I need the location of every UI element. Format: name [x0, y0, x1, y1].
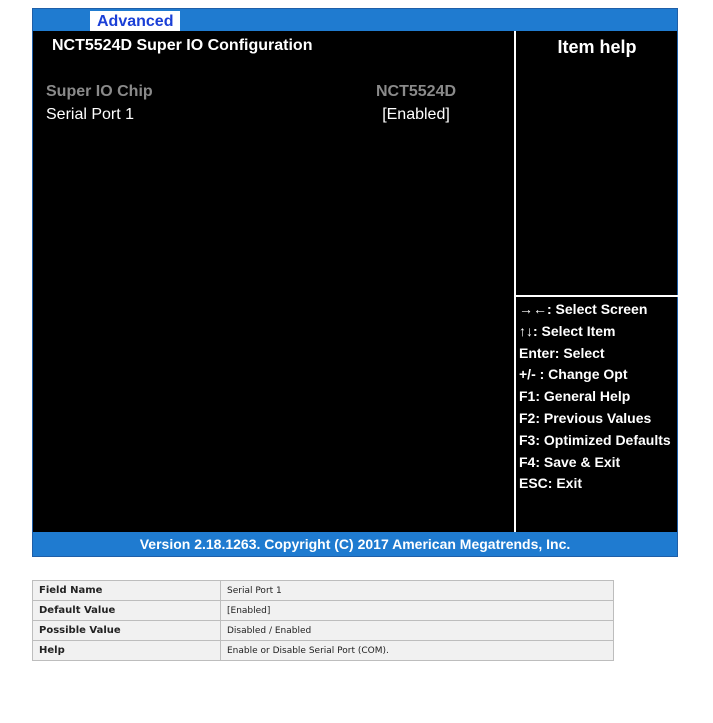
key-hint-enter: Enter: Select: [519, 344, 605, 361]
top-menu-bar: [33, 9, 677, 31]
key-hint-general-help: F1: General Help: [519, 388, 631, 405]
field-value: [Enabled]: [221, 601, 614, 621]
table-row: [33, 641, 614, 661]
setting-row-super-io-chip: [46, 83, 506, 105]
field-key: Help: [33, 641, 221, 661]
key-hint-optimized-defaults: F3: Optimized Defaults: [519, 431, 671, 448]
panel-divider: [514, 31, 516, 533]
key-hint-previous-values: F2: Previous Values: [519, 409, 652, 426]
key-hint-select-item: ↑↓: Select Item: [519, 322, 616, 339]
field-key: Default Value: [33, 601, 221, 621]
version-footer: Version 2.18.1263. Copyright (C) 2017 American Megatrends, Inc.: [33, 532, 677, 556]
setting-value[interactable]: [Enabled]: [382, 106, 450, 123]
setting-value: NCT5524D: [376, 83, 457, 100]
item-help-title: Item help: [557, 37, 637, 57]
setting-label: Super IO Chip: [46, 83, 153, 100]
field-value: Serial Port 1: [221, 581, 614, 601]
key-legend: [519, 299, 671, 495]
bios-screen: [32, 8, 678, 557]
table-row: [33, 581, 614, 601]
page-title: NCT5524D Super IO Configuration: [52, 37, 313, 54]
table-row: [33, 621, 614, 641]
field-info-table: [32, 580, 614, 661]
field-key: Field Name: [33, 581, 221, 601]
table-row: [33, 601, 614, 621]
setting-label: Serial Port 1: [46, 106, 135, 123]
tab-advanced[interactable]: Advanced: [90, 11, 180, 31]
field-value: Disabled / Enabled: [221, 621, 614, 641]
key-hint-change-opt: +/- : Change Opt: [519, 366, 628, 383]
key-hint-save-exit: F4: Save & Exit: [519, 453, 621, 470]
help-divider: [516, 295, 678, 297]
field-key: Possible Value: [33, 621, 221, 641]
setting-row-serial-port-1[interactable]: [46, 106, 506, 128]
key-hint-select-screen: →←: Select Screen: [519, 301, 648, 317]
key-hint-esc-exit: ESC: Exit: [519, 475, 583, 492]
field-value: Enable or Disable Serial Port (COM).: [221, 641, 614, 661]
